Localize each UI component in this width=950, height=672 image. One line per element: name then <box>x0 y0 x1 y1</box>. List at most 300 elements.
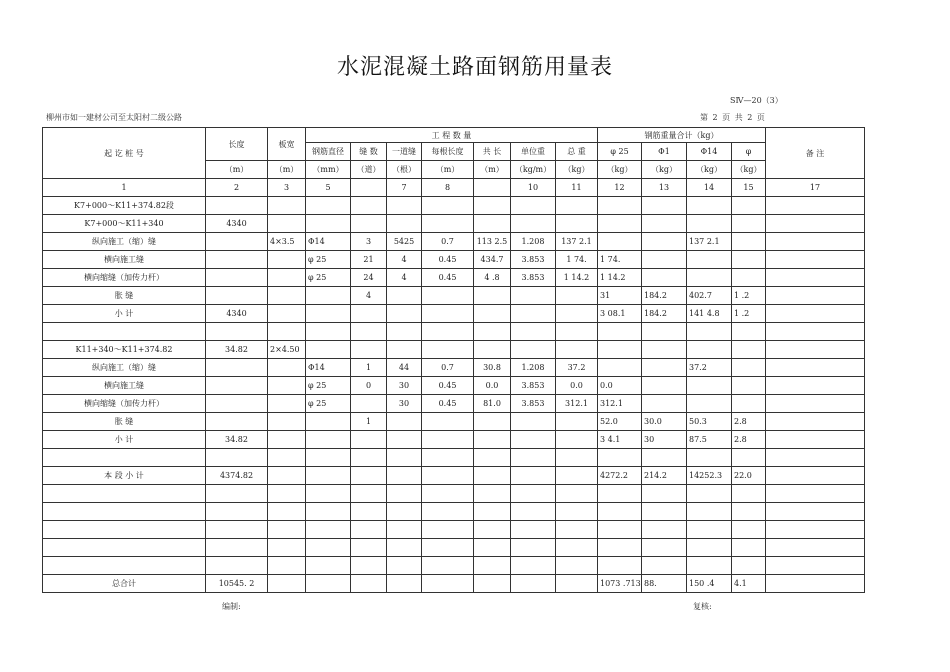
table-cell <box>732 449 766 467</box>
table-cell: 3 <box>351 233 387 251</box>
table-cell <box>598 197 642 215</box>
table-cell <box>732 215 766 233</box>
table-cell <box>351 305 387 323</box>
table-cell <box>306 557 351 575</box>
table-cell <box>351 503 387 521</box>
table-cell <box>43 521 206 539</box>
table-cell <box>511 431 556 449</box>
table-cell: 1073 .713 <box>598 575 642 593</box>
table-cell <box>642 359 687 377</box>
table-cell <box>268 359 306 377</box>
table-cell: 214.2 <box>642 467 687 485</box>
table-cell: φ 25 <box>306 395 351 413</box>
table-row <box>43 395 865 413</box>
table-cell <box>732 557 766 575</box>
table-cell: 2×4.50 <box>268 341 306 359</box>
table-cell <box>732 395 766 413</box>
table-cell <box>206 323 268 341</box>
col-header-total-weight: 总 重 <box>556 143 598 161</box>
table-cell <box>351 197 387 215</box>
table-cell <box>206 377 268 395</box>
table-cell <box>351 485 387 503</box>
table-cell <box>351 449 387 467</box>
table-cell <box>306 467 351 485</box>
table-cell <box>306 485 351 503</box>
table-cell: 4.1 <box>732 575 766 593</box>
table-cell: 横向缩缝（加传力杆） <box>43 395 206 413</box>
table-cell <box>766 215 865 233</box>
table-cell <box>511 467 556 485</box>
table-cell: 50.3 <box>687 413 732 431</box>
table-cell <box>268 323 306 341</box>
table-cell <box>598 323 642 341</box>
table-cell: 44 <box>387 359 422 377</box>
column-number: 7 <box>387 179 422 197</box>
table-cell <box>642 233 687 251</box>
table-cell: 1 14.2 <box>556 269 598 287</box>
column-number: 2 <box>206 179 268 197</box>
table-cell <box>306 287 351 305</box>
table-cell <box>598 485 642 503</box>
table-cell <box>642 377 687 395</box>
table-cell <box>511 341 556 359</box>
unit-bars-per-joint: （根） <box>387 161 422 179</box>
table-cell: 137 2.1 <box>687 233 732 251</box>
table-cell: 0.45 <box>422 395 474 413</box>
unit-phi: （kg） <box>732 161 766 179</box>
table-cell: 4374.82 <box>206 467 268 485</box>
table-cell <box>43 449 206 467</box>
table-cell: 3 08.1 <box>598 305 642 323</box>
table-cell: 30 <box>387 377 422 395</box>
table-row <box>43 233 865 251</box>
table-row <box>43 323 865 341</box>
table-cell <box>268 215 306 233</box>
table-cell: Φ14 <box>306 359 351 377</box>
table-cell: 1 <box>351 359 387 377</box>
table-cell: 纵向施工（缩）缝 <box>43 359 206 377</box>
col-header-length: 长度 <box>206 128 268 161</box>
table-cell <box>642 521 687 539</box>
table-cell <box>556 521 598 539</box>
reviewer-label: 复核: <box>693 602 712 611</box>
table-cell <box>306 323 351 341</box>
table-cell <box>474 557 511 575</box>
table-cell: 4340 <box>206 215 268 233</box>
editor-label: 编制: <box>222 602 241 611</box>
table-cell <box>511 287 556 305</box>
table-cell <box>511 575 556 593</box>
col-header-phi14: Φ14 <box>687 143 732 161</box>
table-cell: 52.0 <box>598 413 642 431</box>
table-cell <box>43 323 206 341</box>
table-cell: K7+000～K11+340 <box>43 215 206 233</box>
table-cell <box>206 269 268 287</box>
table-cell <box>556 215 598 233</box>
table-cell <box>556 413 598 431</box>
unit-diameter: （mm） <box>306 161 351 179</box>
table-cell <box>268 305 306 323</box>
table-cell <box>556 575 598 593</box>
table-cell <box>306 215 351 233</box>
table-cell <box>642 341 687 359</box>
table-cell <box>306 539 351 557</box>
column-number: 14 <box>687 179 732 197</box>
unit-length: （m） <box>206 161 268 179</box>
table-cell <box>474 341 511 359</box>
table-cell <box>351 323 387 341</box>
table-cell: 10545. 2 <box>206 575 268 593</box>
table-cell <box>474 503 511 521</box>
table-cell: 4 <box>351 287 387 305</box>
table-cell <box>387 287 422 305</box>
unit-phi1: （kg） <box>642 161 687 179</box>
table-cell: 4 <box>387 269 422 287</box>
table-cell: 4×3.5 <box>268 233 306 251</box>
table-cell: 1 <box>351 413 387 431</box>
column-number: 17 <box>766 179 865 197</box>
table-cell <box>687 323 732 341</box>
table-cell: 30 <box>642 431 687 449</box>
table-cell <box>732 233 766 251</box>
table-cell <box>351 467 387 485</box>
table-cell <box>268 503 306 521</box>
table-cell <box>511 539 556 557</box>
table-cell <box>206 287 268 305</box>
unit-phi25: （kg） <box>598 161 642 179</box>
table-cell <box>598 557 642 575</box>
table-cell: 3.853 <box>511 251 556 269</box>
table-row <box>43 431 865 449</box>
table-cell <box>732 359 766 377</box>
table-row <box>43 575 865 593</box>
column-number: 5 <box>306 179 351 197</box>
table-cell: 1 .2 <box>732 287 766 305</box>
table-cell <box>642 449 687 467</box>
table-row <box>43 449 865 467</box>
table-cell <box>268 575 306 593</box>
table-cell <box>268 287 306 305</box>
table-cell <box>766 377 865 395</box>
table-cell <box>387 323 422 341</box>
table-cell <box>766 557 865 575</box>
table-cell: 胀 缝 <box>43 287 206 305</box>
unit-phi14: （kg） <box>687 161 732 179</box>
table-cell <box>642 197 687 215</box>
table-cell: 小 计 <box>43 431 206 449</box>
table-cell <box>511 449 556 467</box>
table-cell <box>556 323 598 341</box>
table-cell <box>268 539 306 557</box>
project-name: 柳州市如一建材公司至太阳村二级公路 <box>46 113 182 122</box>
table-cell <box>206 233 268 251</box>
table-cell <box>351 341 387 359</box>
table-row <box>43 485 865 503</box>
table-row <box>43 287 865 305</box>
table-cell: Φ14 <box>306 233 351 251</box>
table-cell <box>642 395 687 413</box>
table-cell <box>511 323 556 341</box>
table-cell <box>268 413 306 431</box>
col-header-remark: 备 注 <box>766 128 865 179</box>
table-cell <box>766 233 865 251</box>
table-cell <box>511 215 556 233</box>
table-cell: 34.82 <box>206 341 268 359</box>
page-title: 水泥混凝土路面钢筋用量表 <box>336 55 613 80</box>
table-cell <box>598 233 642 251</box>
table-row <box>43 521 865 539</box>
table-cell <box>642 323 687 341</box>
table-cell <box>422 539 474 557</box>
table-cell: 88. <box>642 575 687 593</box>
column-number: 15 <box>732 179 766 197</box>
table-cell <box>43 539 206 557</box>
table-cell: 横向施工缝 <box>43 251 206 269</box>
table-cell <box>306 305 351 323</box>
table-cell <box>422 215 474 233</box>
table-cell <box>387 413 422 431</box>
table-cell <box>387 575 422 593</box>
table-cell <box>642 269 687 287</box>
table-cell <box>556 557 598 575</box>
table-cell: 81.0 <box>474 395 511 413</box>
table-cell <box>206 485 268 503</box>
table-cell <box>474 449 511 467</box>
table-cell <box>474 467 511 485</box>
table-cell <box>268 431 306 449</box>
table-cell <box>642 539 687 557</box>
table-row <box>43 557 865 575</box>
table-row <box>43 503 865 521</box>
table-cell <box>351 521 387 539</box>
table-cell: 312.1 <box>598 395 642 413</box>
table-cell <box>687 521 732 539</box>
table-cell <box>206 521 268 539</box>
table-cell <box>766 431 865 449</box>
table-cell <box>766 449 865 467</box>
table-cell <box>422 467 474 485</box>
table-cell <box>268 197 306 215</box>
table-row <box>43 341 865 359</box>
table-cell <box>556 305 598 323</box>
table-cell: K11+340～K11+374.82 <box>43 341 206 359</box>
table-cell <box>306 449 351 467</box>
table-cell <box>474 539 511 557</box>
table-cell <box>642 485 687 503</box>
table-cell <box>511 413 556 431</box>
table-cell <box>598 503 642 521</box>
table-cell: 4 <box>387 251 422 269</box>
table-row <box>43 269 865 287</box>
table-cell <box>268 269 306 287</box>
table-cell: φ 25 <box>306 377 351 395</box>
table-cell <box>766 467 865 485</box>
table-cell: 纵向施工（缩）缝 <box>43 233 206 251</box>
table-cell <box>732 323 766 341</box>
header-row-1 <box>43 128 865 143</box>
table-cell <box>306 521 351 539</box>
unit-width: （m） <box>268 161 306 179</box>
table-cell <box>422 197 474 215</box>
table-cell <box>556 197 598 215</box>
table-cell <box>206 449 268 467</box>
table-cell <box>556 467 598 485</box>
table-cell <box>206 539 268 557</box>
table-cell <box>556 503 598 521</box>
column-number <box>351 179 387 197</box>
table-cell: 0.7 <box>422 233 474 251</box>
table-cell <box>598 521 642 539</box>
table-row <box>43 197 865 215</box>
page-number: 第 2 页 共 2 页 <box>700 113 765 122</box>
table-cell: 3 4.1 <box>598 431 642 449</box>
table-cell: 3.853 <box>511 395 556 413</box>
table-cell: 0.45 <box>422 269 474 287</box>
table-cell: 184.2 <box>642 305 687 323</box>
table-cell <box>766 359 865 377</box>
table-cell <box>732 269 766 287</box>
col-group-rebar-weight: 钢筋重量合计（kg） <box>598 128 766 143</box>
table-cell: 3.853 <box>511 269 556 287</box>
table-cell <box>268 557 306 575</box>
table-cell <box>732 503 766 521</box>
col-header-phi25: φ 25 <box>598 143 642 161</box>
table-cell <box>766 485 865 503</box>
table-row <box>43 251 865 269</box>
col-header-stake: 起 讫 桩 号 <box>43 128 206 179</box>
table-cell: 4340 <box>206 305 268 323</box>
column-number: 11 <box>556 179 598 197</box>
table-cell <box>511 521 556 539</box>
table-cell: 34.82 <box>206 431 268 449</box>
table-cell <box>474 413 511 431</box>
table-cell: 0.45 <box>422 377 474 395</box>
table-cell <box>422 557 474 575</box>
table-cell <box>474 323 511 341</box>
table-cell: 0.45 <box>422 251 474 269</box>
table-cell: 0.0 <box>598 377 642 395</box>
table-cell <box>474 431 511 449</box>
table-cell <box>306 431 351 449</box>
table-cell <box>766 197 865 215</box>
table-cell: 21 <box>351 251 387 269</box>
table-cell <box>351 575 387 593</box>
table-cell <box>687 341 732 359</box>
table-row <box>43 377 865 395</box>
table-cell <box>687 485 732 503</box>
col-header-diameter: 钢筋直径 <box>306 143 351 161</box>
col-header-width: 板宽 <box>268 128 306 161</box>
table-cell <box>268 395 306 413</box>
table-cell <box>306 197 351 215</box>
table-cell <box>642 251 687 269</box>
table-cell: 0.0 <box>474 377 511 395</box>
table-cell: 1.208 <box>511 359 556 377</box>
table-row <box>43 359 865 377</box>
table-cell <box>206 503 268 521</box>
table-cell <box>351 539 387 557</box>
table-cell <box>511 485 556 503</box>
table-cell <box>687 269 732 287</box>
table-cell: 1 .2 <box>732 305 766 323</box>
table-cell <box>598 215 642 233</box>
table-cell <box>687 197 732 215</box>
table-cell <box>556 539 598 557</box>
table-cell: 横向缩缝（加传力杆） <box>43 269 206 287</box>
table-cell: 184.2 <box>642 287 687 305</box>
table-cell <box>387 503 422 521</box>
table-cell <box>766 305 865 323</box>
table-cell <box>306 575 351 593</box>
table-cell: 横向施工缝 <box>43 377 206 395</box>
table-cell <box>387 197 422 215</box>
table-cell: 小 计 <box>43 305 206 323</box>
table-cell: 30.0 <box>642 413 687 431</box>
table-cell: 总合计 <box>43 575 206 593</box>
table-cell <box>511 557 556 575</box>
table-cell <box>268 449 306 467</box>
table-cell <box>766 413 865 431</box>
table-cell <box>387 521 422 539</box>
table-cell: 0 <box>351 377 387 395</box>
table-cell: 150 .4 <box>687 575 732 593</box>
table-cell <box>732 341 766 359</box>
table-cell <box>732 539 766 557</box>
table-cell <box>556 431 598 449</box>
table-cell: 87.5 <box>687 431 732 449</box>
unit-total-weight: （kg） <box>556 161 598 179</box>
table-cell <box>511 305 556 323</box>
table-cell <box>732 197 766 215</box>
table-cell <box>766 575 865 593</box>
table-cell: 312.1 <box>556 395 598 413</box>
table-cell <box>556 485 598 503</box>
table-cell <box>474 485 511 503</box>
table-cell: 402.7 <box>687 287 732 305</box>
table-cell: 2.8 <box>732 413 766 431</box>
table-cell: 5425 <box>387 233 422 251</box>
table-cell <box>556 287 598 305</box>
column-number: 3 <box>268 179 306 197</box>
table-cell: 胀 缝 <box>43 413 206 431</box>
table-cell: 113 2.5 <box>474 233 511 251</box>
table-cell <box>687 503 732 521</box>
table-cell <box>766 251 865 269</box>
table-cell <box>206 359 268 377</box>
table-cell <box>306 341 351 359</box>
table-cell <box>268 377 306 395</box>
table-cell <box>766 341 865 359</box>
table-cell <box>766 395 865 413</box>
table-cell <box>387 485 422 503</box>
table-row <box>43 215 865 233</box>
column-number <box>474 179 511 197</box>
table-cell <box>598 341 642 359</box>
col-group-work-quantity: 工 程 数 量 <box>306 128 598 143</box>
column-number: 10 <box>511 179 556 197</box>
col-header-total-length: 共 长 <box>474 143 511 161</box>
table-cell <box>351 395 387 413</box>
table-cell <box>766 323 865 341</box>
table-cell: 137 2.1 <box>556 233 598 251</box>
table-cell: 22.0 <box>732 467 766 485</box>
table-cell <box>387 215 422 233</box>
table-cell: 4272.2 <box>598 467 642 485</box>
table-cell: 31 <box>598 287 642 305</box>
table-row <box>43 539 865 557</box>
table-cell <box>687 395 732 413</box>
table-cell <box>687 557 732 575</box>
